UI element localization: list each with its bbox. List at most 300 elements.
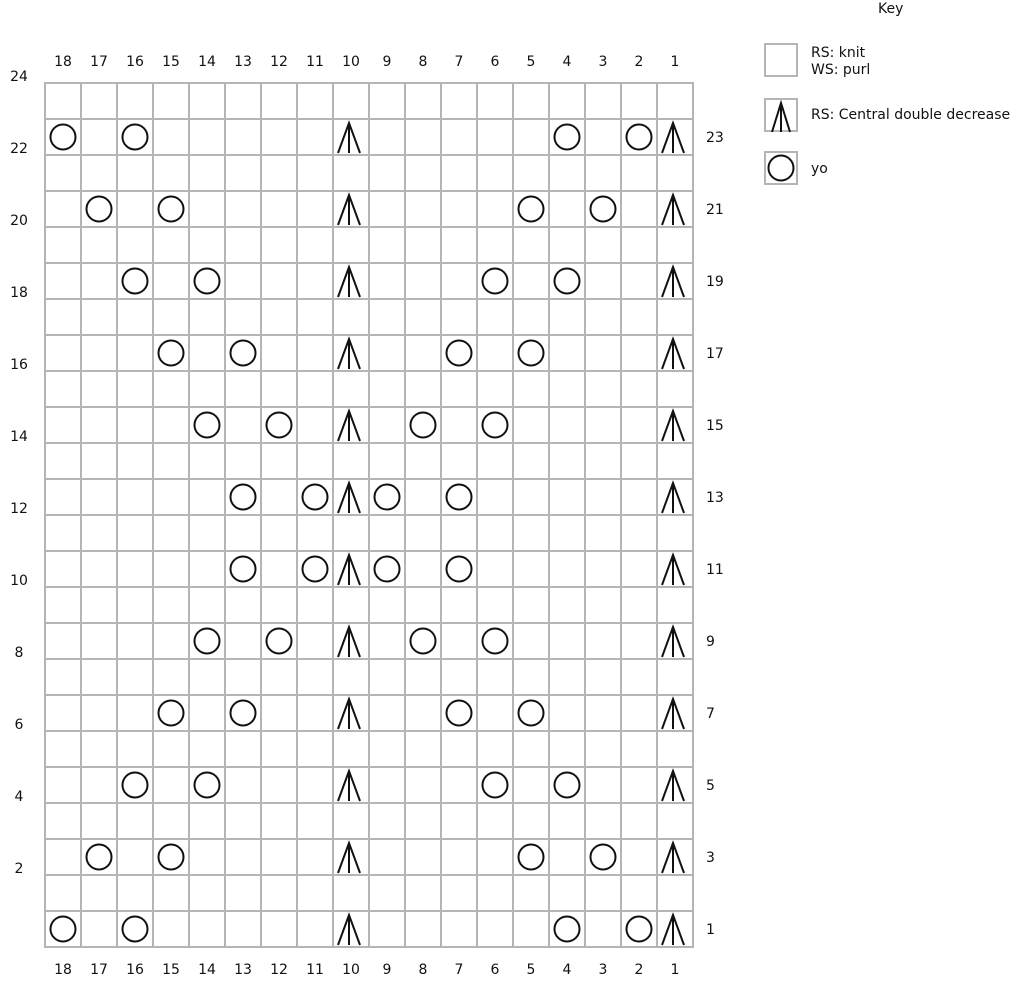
chart-cell: [621, 515, 657, 551]
chart-cell: [297, 659, 333, 695]
chart-cell: [585, 551, 621, 587]
chart-cell: [477, 371, 513, 407]
chart-cell: [189, 731, 225, 767]
chart-cell: [81, 479, 117, 515]
column-label-top: 17: [90, 54, 108, 70]
chart-cell: [549, 587, 585, 623]
chart-cell: [405, 191, 441, 227]
chart-cell: [225, 371, 261, 407]
chart-cell: [621, 371, 657, 407]
chart-cell: [45, 299, 81, 335]
chart-cell: [297, 443, 333, 479]
chart-cell: [189, 299, 225, 335]
chart-cell: [225, 443, 261, 479]
chart-cell: [477, 83, 513, 119]
chart-cell: [81, 227, 117, 263]
column-label-top: 18: [54, 54, 72, 70]
chart-cell: [441, 263, 477, 299]
chart-cell: [189, 875, 225, 911]
column-label-top: 15: [162, 54, 180, 70]
chart-cell: [225, 875, 261, 911]
chart-cell: [621, 479, 657, 515]
chart-cell: [81, 371, 117, 407]
key-yo-line-1: yo: [811, 161, 828, 177]
chart-cell: [549, 731, 585, 767]
chart-cell: [45, 407, 81, 443]
chart-cell: [621, 623, 657, 659]
chart-cell: [297, 875, 333, 911]
chart-cell: [153, 659, 189, 695]
chart-cell: [81, 587, 117, 623]
chart-cell: [441, 875, 477, 911]
chart-cell: [45, 83, 81, 119]
chart-cell: [405, 767, 441, 803]
chart-cell: [369, 839, 405, 875]
chart-cell: [405, 803, 441, 839]
chart-cell: [441, 839, 477, 875]
chart-cell: [621, 155, 657, 191]
chart-cell: [153, 479, 189, 515]
chart-cell: [225, 83, 261, 119]
chart-cell: [45, 155, 81, 191]
chart-cell: [441, 767, 477, 803]
row-label-right: 5: [706, 778, 715, 794]
chart-cell: [477, 803, 513, 839]
key-item-knit-text: [811, 45, 870, 79]
column-label-top: 2: [634, 54, 644, 70]
chart-cell: [585, 263, 621, 299]
chart-cell: [225, 731, 261, 767]
chart-cell: [441, 407, 477, 443]
chart-cell: [81, 731, 117, 767]
key-cdd-line-1: RS: Central double decrease: [811, 107, 1011, 123]
column-label-bottom: 14: [198, 962, 216, 978]
row-labels-right: [706, 130, 724, 938]
chart-cell: [261, 155, 297, 191]
chart-cell: [333, 371, 369, 407]
chart-cell: [333, 299, 369, 335]
chart-cell: [45, 623, 81, 659]
chart-cell: [549, 83, 585, 119]
row-label-right: 13: [706, 490, 724, 506]
chart-cell: [189, 227, 225, 263]
column-label-top: 4: [562, 54, 572, 70]
chart-cell: [405, 263, 441, 299]
column-label-top: 7: [454, 54, 464, 70]
chart-cell: [477, 587, 513, 623]
chart-cell: [225, 191, 261, 227]
column-label-bottom: 6: [490, 962, 500, 978]
chart-cell: [369, 911, 405, 947]
chart-cell: [117, 443, 153, 479]
chart-cell: [657, 587, 693, 623]
chart-cell: [621, 731, 657, 767]
chart-cell: [621, 587, 657, 623]
chart-cell: [153, 587, 189, 623]
chart-cell: [153, 227, 189, 263]
chart-cell: [45, 335, 81, 371]
chart-cell: [189, 371, 225, 407]
chart-cell: [441, 803, 477, 839]
column-label-top: 10: [342, 54, 360, 70]
chart-cell: [441, 299, 477, 335]
chart-cell: [261, 335, 297, 371]
chart-cell: [225, 803, 261, 839]
chart-cell: [261, 83, 297, 119]
chart-cell: [81, 515, 117, 551]
chart-cell: [81, 875, 117, 911]
chart-cell: [297, 335, 333, 371]
chart-cell: [81, 407, 117, 443]
chart-cell: [45, 767, 81, 803]
row-label-right: 11: [706, 562, 724, 578]
chart-cell: [585, 803, 621, 839]
chart-cell: [513, 479, 549, 515]
chart-cell: [45, 227, 81, 263]
chart-cell: [405, 155, 441, 191]
chart-cell: [225, 911, 261, 947]
chart-cell: [297, 803, 333, 839]
chart-cell: [81, 263, 117, 299]
chart-cell: [369, 875, 405, 911]
chart-cell: [585, 335, 621, 371]
row-label-left: 6: [14, 717, 24, 733]
chart-cell: [45, 479, 81, 515]
chart-cell: [189, 659, 225, 695]
chart-cell: [153, 515, 189, 551]
chart-cell: [81, 695, 117, 731]
chart-cell: [585, 83, 621, 119]
chart-cell: [297, 191, 333, 227]
chart-cell: [261, 515, 297, 551]
row-label-right: 1: [706, 922, 715, 938]
chart-cell: [261, 551, 297, 587]
chart-cell: [441, 587, 477, 623]
row-label-right: 17: [706, 346, 724, 362]
chart-cell: [117, 515, 153, 551]
chart-cell: [45, 803, 81, 839]
chart-cell: [297, 623, 333, 659]
chart-cell: [369, 263, 405, 299]
column-label-bottom: 2: [634, 962, 644, 978]
chart-cell: [657, 875, 693, 911]
chart-cell: [189, 119, 225, 155]
knit-symbol-icon: [764, 43, 798, 77]
chart-cell: [261, 479, 297, 515]
chart-cell: [297, 263, 333, 299]
chart-cell: [297, 83, 333, 119]
column-label-bottom: 4: [562, 962, 572, 978]
chart-cell: [549, 371, 585, 407]
column-label-bottom: 11: [306, 962, 324, 978]
central-double-decrease-icon: [764, 98, 798, 132]
chart-cell: [117, 875, 153, 911]
chart-cell: [225, 299, 261, 335]
chart-cell: [189, 191, 225, 227]
column-label-top: 16: [126, 54, 144, 70]
chart-cell: [261, 875, 297, 911]
chart-cell: [81, 83, 117, 119]
chart-cell: [117, 191, 153, 227]
chart-cell: [297, 515, 333, 551]
chart-cell: [117, 623, 153, 659]
chart-cell: [513, 911, 549, 947]
chart-cell: [477, 911, 513, 947]
chart-cell: [441, 515, 477, 551]
column-label-bottom: 8: [418, 962, 428, 978]
chart-cell: [585, 695, 621, 731]
chart-cell: [261, 659, 297, 695]
chart-cell: [441, 155, 477, 191]
column-label-bottom: 15: [162, 962, 180, 978]
chart-cell: [333, 515, 369, 551]
chart-cell: [261, 695, 297, 731]
chart-cell: [441, 371, 477, 407]
chart-cell: [297, 155, 333, 191]
chart-cell: [585, 443, 621, 479]
chart-cell: [513, 587, 549, 623]
chart-cell: [405, 551, 441, 587]
chart-cell: [441, 191, 477, 227]
row-label-left: 20: [10, 213, 28, 229]
chart-cell: [441, 659, 477, 695]
chart-cell: [153, 875, 189, 911]
chart-cell: [225, 623, 261, 659]
chart-cell: [405, 659, 441, 695]
chart-cell: [153, 155, 189, 191]
chart-cell: [405, 83, 441, 119]
chart-cell: [297, 371, 333, 407]
chart-cell: [369, 119, 405, 155]
chart-cell: [153, 551, 189, 587]
chart-cell: [117, 731, 153, 767]
chart-cell: [117, 551, 153, 587]
chart-cell: [405, 335, 441, 371]
chart-cell: [513, 767, 549, 803]
row-label-left: 18: [10, 285, 28, 301]
chart-cell: [621, 803, 657, 839]
chart-cell: [45, 551, 81, 587]
chart-cell: [117, 299, 153, 335]
chart-cell: [261, 587, 297, 623]
chart-cell: [297, 767, 333, 803]
chart-cell: [225, 407, 261, 443]
chart-cell: [225, 155, 261, 191]
chart-cell: [405, 479, 441, 515]
column-labels-top: [54, 54, 679, 70]
chart-cell: [477, 659, 513, 695]
chart-cell: [513, 407, 549, 443]
chart-cell: [117, 335, 153, 371]
chart-cell: [297, 839, 333, 875]
chart-cell: [477, 839, 513, 875]
chart-cell: [153, 731, 189, 767]
column-label-top: 5: [526, 54, 536, 70]
chart-cell: [513, 803, 549, 839]
chart-cell: [369, 515, 405, 551]
chart-cell: [189, 443, 225, 479]
chart-cell: [477, 155, 513, 191]
chart-cell: [513, 731, 549, 767]
chart-cell: [297, 119, 333, 155]
chart-cell: [261, 911, 297, 947]
chart-cell: [477, 227, 513, 263]
chart-cell: [189, 695, 225, 731]
chart-cell: [369, 587, 405, 623]
column-label-bottom: 17: [90, 962, 108, 978]
chart-cell: [405, 371, 441, 407]
row-label-left: 10: [10, 573, 28, 589]
chart-cell: [621, 695, 657, 731]
column-labels-bottom: [54, 962, 679, 978]
chart-cell: [513, 623, 549, 659]
chart-cell: [261, 119, 297, 155]
chart-cell: [585, 875, 621, 911]
chart-cell: [261, 443, 297, 479]
chart-cell: [297, 299, 333, 335]
chart-cell: [369, 335, 405, 371]
column-label-bottom: 16: [126, 962, 144, 978]
chart-cell: [225, 515, 261, 551]
chart-cell: [153, 299, 189, 335]
chart-cell: [585, 155, 621, 191]
chart-cell: [297, 407, 333, 443]
chart-cell: [513, 299, 549, 335]
chart-cell: [369, 371, 405, 407]
chart-cell: [657, 803, 693, 839]
chart-cell: [261, 371, 297, 407]
column-label-bottom: 10: [342, 962, 360, 978]
chart-cell: [621, 767, 657, 803]
chart-cell: [45, 839, 81, 875]
chart-cell: [549, 191, 585, 227]
chart-cell: [189, 83, 225, 119]
chart-cell: [153, 263, 189, 299]
chart-cell: [549, 407, 585, 443]
chart-cell: [225, 839, 261, 875]
row-label-left: 4: [14, 789, 24, 805]
chart-cell: [369, 731, 405, 767]
chart-cell: [405, 299, 441, 335]
chart-cell: [45, 515, 81, 551]
chart-cell: [333, 731, 369, 767]
chart-cell: [81, 659, 117, 695]
chart-cell: [549, 299, 585, 335]
chart-cell: [405, 731, 441, 767]
chart-cell: [477, 119, 513, 155]
chart-cell: [81, 155, 117, 191]
chart-cell: [297, 731, 333, 767]
chart-cell: [405, 695, 441, 731]
chart-cell: [585, 587, 621, 623]
chart-cell: [333, 83, 369, 119]
chart-cell: [405, 839, 441, 875]
chart-cell: [513, 515, 549, 551]
chart-cell: [297, 587, 333, 623]
chart-cell: [621, 227, 657, 263]
chart-cell: [585, 371, 621, 407]
chart-cell: [477, 299, 513, 335]
chart-cell: [333, 875, 369, 911]
chart-cell: [45, 587, 81, 623]
chart-cell: [261, 803, 297, 839]
chart-cell: [333, 659, 369, 695]
column-label-top: 8: [418, 54, 428, 70]
row-label-left: 22: [10, 141, 28, 157]
chart-cell: [585, 407, 621, 443]
chart-cell: [657, 443, 693, 479]
chart-cell: [513, 875, 549, 911]
chart-cell: [477, 335, 513, 371]
chart-cell: [369, 191, 405, 227]
chart-cell: [657, 515, 693, 551]
chart-cell: [333, 587, 369, 623]
chart-cell: [621, 443, 657, 479]
chart-cell: [441, 623, 477, 659]
yo-circle-icon: [764, 151, 798, 185]
key-item-knit: [762, 43, 1030, 83]
column-label-top: 14: [198, 54, 216, 70]
chart-cell: [153, 83, 189, 119]
chart-cell: [549, 659, 585, 695]
chart-cell: [369, 407, 405, 443]
chart-cell: [657, 371, 693, 407]
chart-cell: [621, 839, 657, 875]
chart-cell: [117, 83, 153, 119]
chart-cell: [549, 875, 585, 911]
key-item-cdd-text: [811, 107, 1010, 124]
chart-cell: [585, 227, 621, 263]
chart-cell: [405, 227, 441, 263]
chart-cell: [45, 695, 81, 731]
chart-cell: [117, 659, 153, 695]
chart-cell: [405, 875, 441, 911]
chart-cell: [585, 767, 621, 803]
chart-cell: [369, 767, 405, 803]
chart-cell: [261, 839, 297, 875]
chart-cell: [621, 299, 657, 335]
chart-cell: [369, 299, 405, 335]
chart-cell: [585, 623, 621, 659]
chart-cell: [477, 443, 513, 479]
chart-cell: [117, 839, 153, 875]
chart-grid: [45, 83, 693, 947]
chart-cell: [81, 119, 117, 155]
chart-cell: [117, 227, 153, 263]
chart-cell: [549, 227, 585, 263]
chart-cell: [297, 911, 333, 947]
chart-cell: [585, 119, 621, 155]
chart-cell: [477, 515, 513, 551]
key-knit-line-1: RS: knit: [811, 45, 866, 61]
chart-cell: [333, 443, 369, 479]
chart-cell: [405, 515, 441, 551]
column-label-top: 9: [382, 54, 392, 70]
chart-cell: [513, 83, 549, 119]
chart-cell: [153, 803, 189, 839]
chart-cell: [549, 155, 585, 191]
chart-cell: [261, 299, 297, 335]
chart-cell: [333, 155, 369, 191]
chart-cell: [657, 659, 693, 695]
chart-cell: [513, 227, 549, 263]
chart-cell: [585, 659, 621, 695]
chart-cell: [189, 587, 225, 623]
chart-cell: [45, 263, 81, 299]
chart-cell: [441, 83, 477, 119]
chart-cell: [621, 407, 657, 443]
chart-cell: [225, 263, 261, 299]
